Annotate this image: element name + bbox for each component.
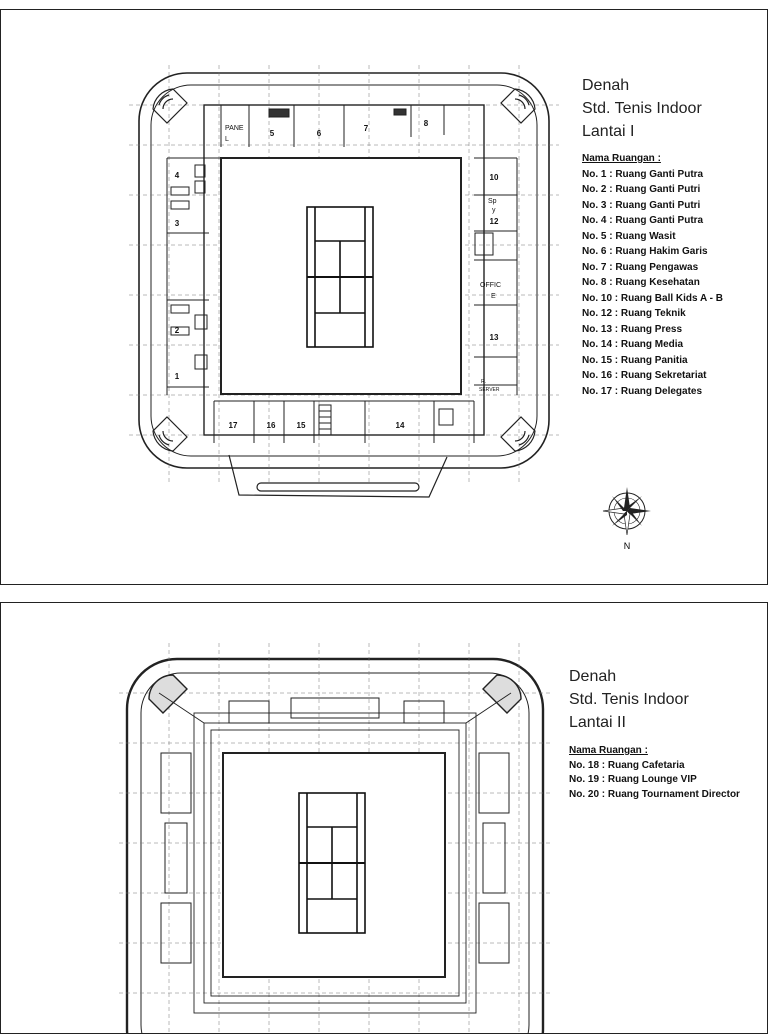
legend-item: No. 20 : Ruang Tournament Director bbox=[569, 788, 740, 800]
left-rooms bbox=[167, 158, 221, 395]
office-room-label-2: E bbox=[491, 293, 496, 300]
legend-item: No. 3 : Ruang Ganti Putri bbox=[582, 199, 701, 211]
bottom-rooms bbox=[214, 401, 474, 443]
spy-room-label-2: y bbox=[492, 207, 496, 214]
legend-heading: Nama Ruangan : bbox=[569, 745, 648, 756]
legend-item: No. 1 : Ruang Ganti Putra bbox=[582, 168, 704, 180]
room-7-label: 7 bbox=[363, 124, 369, 133]
title-line: Std. Tenis Indoor bbox=[582, 100, 702, 117]
room-15-label: 15 bbox=[296, 421, 306, 430]
legend-item: No. 10 : Ruang Ball Kids A - B bbox=[582, 292, 723, 304]
room-2-label: 2 bbox=[174, 326, 180, 335]
floor-1-title bbox=[582, 74, 702, 143]
legend-item: No. 12 : Ruang Teknik bbox=[582, 308, 686, 319]
legend-item: No. 4 : Ruang Ganti Putra bbox=[582, 215, 704, 226]
title-line: Denah bbox=[582, 77, 630, 94]
room-1-label: 1 bbox=[174, 372, 180, 381]
office-room-label: OFFIC bbox=[480, 282, 501, 289]
corner-stairs bbox=[149, 675, 521, 713]
court-hall bbox=[223, 753, 445, 977]
panel-room-label: PANE bbox=[225, 125, 244, 132]
room-10-label: 10 bbox=[489, 173, 499, 182]
legend-item: No. 17 : Ruang Delegates bbox=[582, 385, 703, 397]
floor-2-plan bbox=[119, 643, 551, 1034]
server-room-label-2: SERVER bbox=[479, 387, 500, 393]
legend-item: No. 8 : Ruang Kesehatan bbox=[582, 277, 700, 288]
legend-item: No. 7 : Ruang Pengawas bbox=[582, 261, 699, 273]
room-8-label: 8 bbox=[423, 119, 429, 128]
floor-1-room-legend bbox=[582, 151, 723, 399]
title-line: Lantai II bbox=[569, 714, 626, 731]
room-3-label: 3 bbox=[174, 219, 180, 228]
floor-1-slide bbox=[0, 9, 768, 585]
spy-room-label: Sp bbox=[488, 198, 497, 205]
legend-item: No. 13 : Ruang Press bbox=[582, 323, 683, 335]
room-17-label: 17 bbox=[228, 421, 238, 430]
floor-1-plan bbox=[129, 65, 559, 515]
room-12-label: 12 bbox=[489, 217, 499, 226]
panel-room-label-2: L bbox=[225, 136, 229, 143]
top-rooms bbox=[221, 105, 444, 147]
legend-item: No. 5 : Ruang Wasit bbox=[582, 230, 676, 242]
legend-item: No. 16 : Ruang Sekretariat bbox=[582, 370, 707, 381]
legend-item: No. 15 : Ruang Panitia bbox=[582, 354, 688, 366]
server-room-label: R. bbox=[481, 379, 486, 385]
title-line: Std. Tenis Indoor bbox=[569, 691, 689, 708]
floor-2-title bbox=[569, 665, 689, 734]
legend-heading: Nama Ruangan : bbox=[582, 153, 661, 164]
room-16-label: 16 bbox=[266, 421, 276, 430]
title-line: Denah bbox=[569, 668, 617, 685]
compass-north-label: N bbox=[623, 541, 631, 551]
room-4-label: 4 bbox=[174, 171, 180, 180]
right-rooms bbox=[474, 158, 517, 395]
room-13-label: 13 bbox=[489, 333, 499, 342]
legend-item: No. 14 : Ruang Media bbox=[582, 339, 684, 350]
entrance-plaza bbox=[229, 455, 447, 497]
legend-item: No. 19 : Ruang Lounge VIP bbox=[569, 774, 697, 785]
floor-2-slide bbox=[0, 602, 768, 1034]
title-line: Lantai I bbox=[582, 123, 635, 140]
legend-item: No. 2 : Ruang Ganti Putri bbox=[582, 184, 701, 195]
room-6-label: 6 bbox=[316, 129, 322, 138]
compass-rose-icon bbox=[599, 483, 655, 555]
room-14-label: 14 bbox=[395, 421, 405, 430]
room-5-label: 5 bbox=[269, 129, 275, 138]
legend-item: No. 6 : Ruang Hakim Garis bbox=[582, 246, 708, 257]
legend-item: No. 18 : Ruang Cafetaria bbox=[569, 759, 685, 771]
floor-2-room-legend bbox=[569, 744, 740, 802]
